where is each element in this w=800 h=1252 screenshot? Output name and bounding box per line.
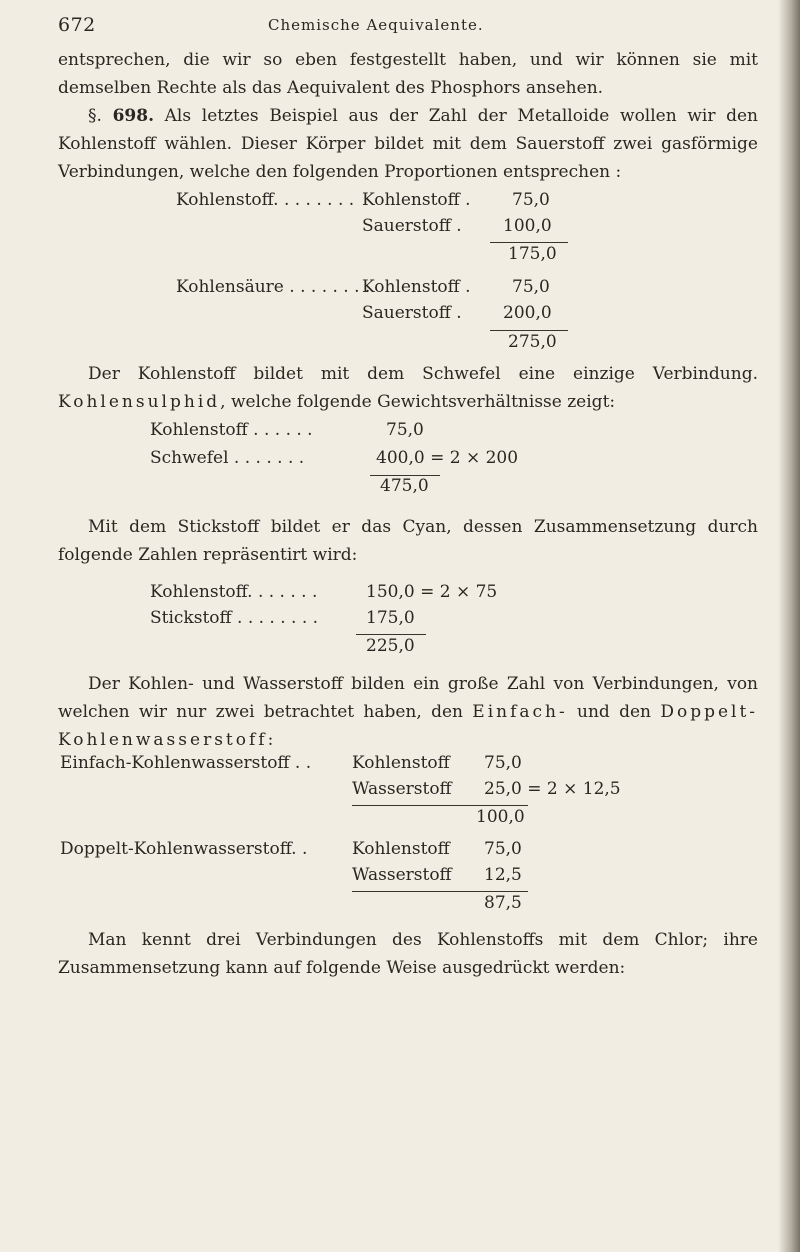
paragraph-6: Man kennt drei Verbindungen des Kohlenstoffs mit dem Chlor; ihre Zusammensetzung kann auf folgende Weise ausgedrückt werden:	[58, 930, 758, 978]
sum-rule	[490, 330, 568, 331]
paragraph-3	[58, 360, 758, 416]
weight-value: 75,0	[484, 753, 522, 773]
element-name: Stickstoff . . . . . . . .	[150, 608, 319, 628]
element-name: Kohlenstoff. . . . . . .	[150, 582, 318, 602]
element-name: Kohlenstoff	[352, 839, 450, 859]
compound-name: Einfach-Kohlenwasserstoff . .	[60, 753, 312, 773]
weight-value: 175,0	[366, 608, 415, 628]
paragraph-3-text-end: , welche folgende Gewichtsverhältnisse zeigt:	[220, 392, 616, 412]
paragraph-2	[58, 102, 758, 186]
weight-value: 400,0 = 2 × 200	[376, 448, 519, 468]
paragraph-5-text: Der Kohlen- und Wasserstoff bilden ein große Zahl von Verbindungen, von welchen wir nur zwei betrachtet haben, den	[58, 674, 758, 722]
weight-value: 75,0	[512, 190, 550, 210]
paragraph-3-text: Der Kohlenstoff bildet mit dem Schwefel eine einzige Verbindung.	[88, 364, 758, 384]
section-sign: §.	[88, 106, 102, 126]
element-name: Sauerstoff .	[362, 216, 462, 236]
sum-value: 100,0	[476, 807, 525, 827]
sum-value: 275,0	[508, 332, 557, 352]
weight-value: 25,0 = 2 × 12,5	[484, 779, 621, 799]
page-number: 672	[58, 14, 96, 36]
sum-rule	[490, 242, 568, 243]
sum-rule	[352, 891, 528, 892]
element-name: Wasserstoff	[352, 779, 452, 799]
page-edge-shadow	[778, 0, 800, 1252]
paragraph-5-text-mid: und den	[577, 702, 652, 722]
element-name: Kohlenstoff	[352, 753, 450, 773]
term-einfach: Einfach-	[472, 702, 568, 722]
element-name: Schwefel . . . . . . .	[150, 448, 305, 468]
sum-value: 225,0	[366, 636, 415, 656]
paragraph-5	[58, 670, 758, 754]
weight-value: 150,0 = 2 × 75	[366, 582, 498, 602]
running-title: Chemische Aequivalente.	[268, 16, 484, 34]
element-name: Kohlenstoff .	[362, 190, 471, 210]
sum-rule	[356, 634, 426, 635]
paragraph-4: Mit dem Stickstoff bildet er das Cyan, dessen Zusammensetzung durch folgende Zahlen repräsentirt wird:	[58, 517, 758, 565]
sum-value: 87,5	[484, 893, 522, 913]
compound-name: Kohlenstoff. . . . . . . .	[176, 190, 355, 210]
compound-name: Kohlensäure . . . . . . . .	[176, 277, 371, 297]
weight-value: 75,0	[484, 839, 522, 859]
compound-name: Doppelt-Kohlenwasserstoff. .	[60, 839, 308, 859]
sum-value: 175,0	[508, 244, 557, 264]
sum-value: 475,0	[380, 476, 429, 496]
sum-rule	[352, 805, 528, 806]
weight-value: 100,0	[503, 216, 552, 236]
paragraph-2-text: Als letztes Beispiel aus der Zahl der Metalloide wollen wir den Kohlenstoff wählen. Dieser Körper bildet mit dem Sauerstoff zwei gasförmige Verbindungen, welche den folgenden Proportionen entsprechen :	[58, 106, 759, 182]
paragraph-1: entsprechen, die wir so eben festgestellt haben, und wir können sie mit demselben Rechte als das Aequivalent des Phosphors ansehen.	[58, 50, 758, 98]
weight-value: 75,0	[386, 420, 424, 440]
weight-value: 75,0	[512, 277, 550, 297]
element-name: Kohlenstoff . . . . . .	[150, 420, 313, 440]
weight-value: 200,0	[503, 303, 552, 323]
term-kohlensulphid: Kohlensulphid	[58, 392, 221, 412]
section-number: 698.	[112, 106, 154, 126]
element-name: Wasserstoff	[352, 865, 452, 885]
term-doppelt-kohlenwasserstoff: Doppelt-Kohlenwasserstoff:	[58, 702, 759, 750]
element-name: Kohlenstoff .	[362, 277, 471, 297]
element-name: Sauerstoff .	[362, 303, 462, 323]
page-header	[58, 14, 758, 40]
weight-value: 12,5	[484, 865, 522, 885]
